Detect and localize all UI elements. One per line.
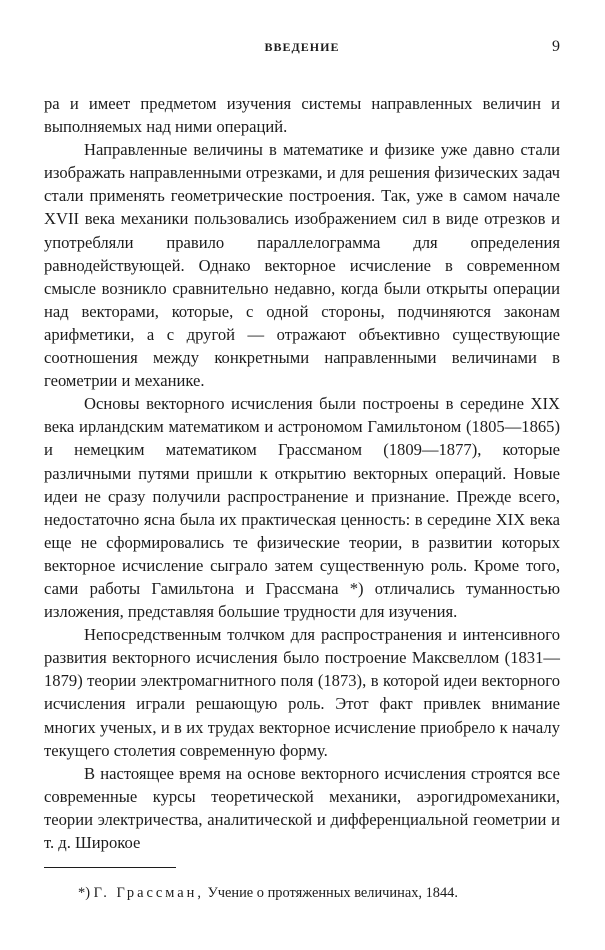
paragraph: Основы векторного исчисления были построены в середине XIX века ирландским математиком и астрономом Гамильтоном (1805—1865) и немецким математиком Грассманом (1809—1877), которые различными путями пришли к открытию векторных операций. Новые идеи не сразу получили распространение и признание. Прежде всего, недостаточно ясна была их практическая ценность: в середине XIX века еще не сформировались те физические теории, в развитии которых векторное исчисление сыграло затем существенную роль. Кроме того, сами работы Гамильтона и Грассмана *) отличались туманностью изложения, представляя большие трудности для изучения. bbox=[44, 394, 560, 622]
footnote bbox=[44, 884, 560, 902]
paragraph: Направленные величины в математике и физике уже давно стали изображать направленными отрезками, и для решения физических задач стали применять геометрические построения. Так, уже в самом начале XVII века механики пользовались изображением сил в виде отрезков и употребляли правило параллелограмма для определения равнодействующей. Однако векторное исчисление в современном смысле возникло сравнительно недавно, когда были открыты операции над векторами, которые, с одной стороны, подчиняются законам арифметики, а с другой — отражают объективно существующие соотношения между конкретными направленными величинами в геометрии и механике. bbox=[44, 140, 560, 391]
page-header bbox=[44, 40, 560, 60]
running-title: ВВЕДЕНИЕ bbox=[264, 40, 340, 54]
footnote-title: Учение о протяженных величинах, 1844. bbox=[207, 885, 458, 901]
footnote-author: Г. Грассман, bbox=[93, 885, 204, 901]
paragraph: Непосредственным толчком для распространения и интенсивного развития векторного исчисления было построение Максвеллом (1831—1879) теории электромагнитного поля (1873), в которой идеи векторного исчисления играли решающую роль. Этот факт привлек внимание многих ученых, и в их трудах векторное исчисление приобрело к началу текущего столетия современную форму. bbox=[44, 625, 560, 760]
page-number: 9 bbox=[552, 38, 560, 55]
paragraph: В настоящее время на основе векторного исчисления строятся все современные курсы теоретической механики, аэрогидромеханики, теории электричества, аналитической и дифференциальной геометрии и т. д. Широкое bbox=[44, 763, 560, 852]
paragraph-continuation: ра и имеет предметом изучения системы направленных величин и выполняемых над ними операций. bbox=[44, 94, 560, 137]
body-text bbox=[44, 92, 560, 854]
footnote-divider bbox=[44, 867, 176, 868]
footnote-marker: *) bbox=[78, 885, 90, 901]
